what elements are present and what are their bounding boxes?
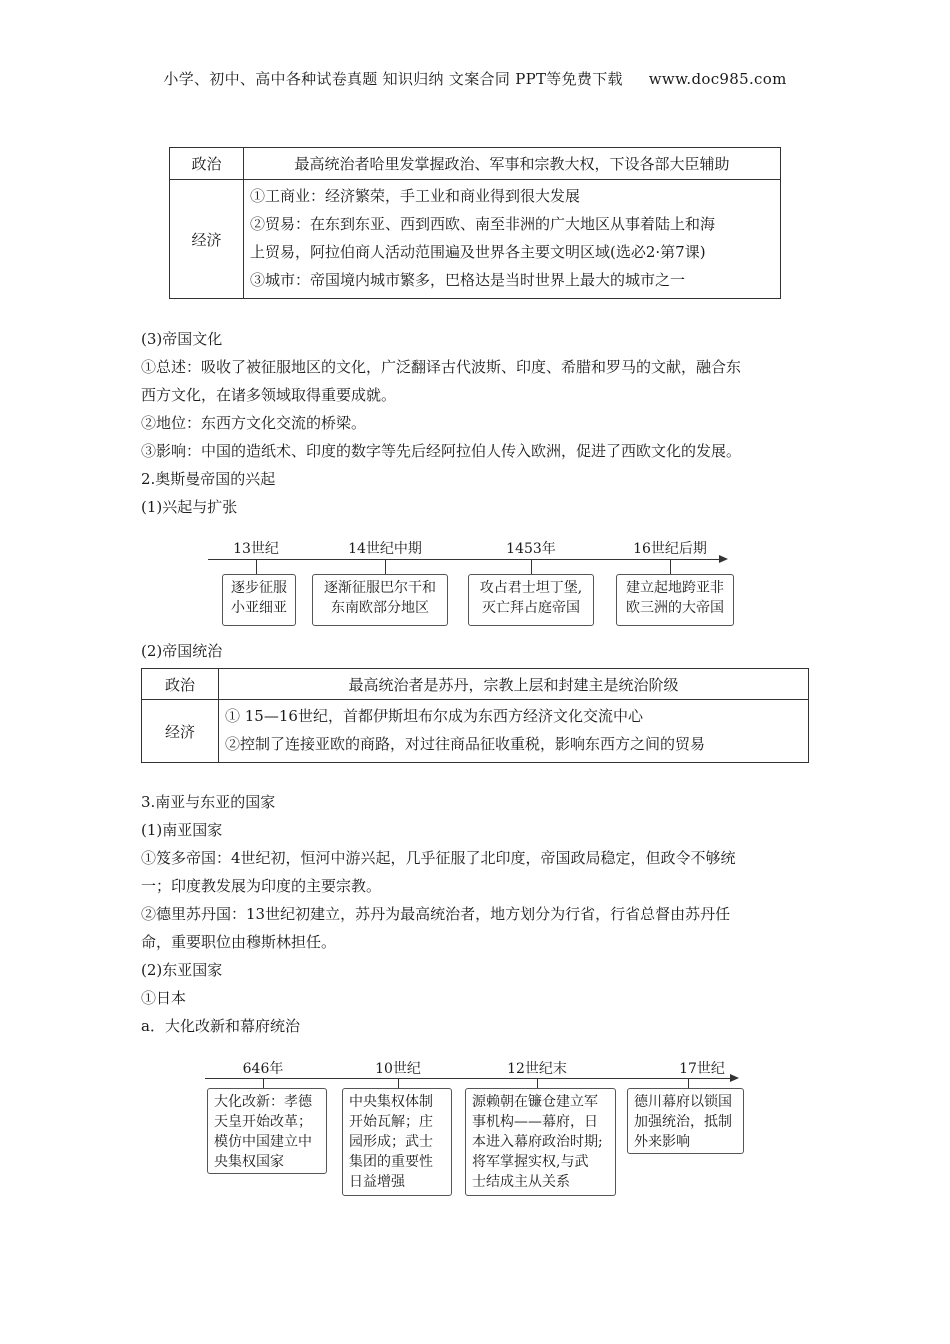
timeline-label: 12世纪末 (507, 1061, 567, 1077)
row-value: 最高统治者是苏丹，宗教上层和封建主是统治阶级 (219, 669, 809, 700)
table-row (142, 700, 809, 763)
timeline-event (342, 1088, 452, 1196)
timeline-arrow-icon (719, 555, 728, 563)
timeline-tick (256, 560, 257, 574)
row-line: ① 15—16世纪，首都伊斯坦布尔成为东西方经济文化交流中心 (225, 707, 643, 725)
event-line: 园形成；武士 (349, 1134, 433, 1150)
section-heading: 2.奥斯曼帝国的兴起 (141, 470, 276, 488)
timeline-label: 17世纪 (679, 1061, 725, 1077)
row-key: 政治 (142, 669, 219, 700)
section-heading: (3)帝国文化 (141, 330, 223, 348)
timeline-tick (531, 560, 532, 574)
paragraph-line: 命，重要职位由穆斯林担任。 (141, 933, 337, 951)
row-key: 政治 (170, 148, 244, 180)
section-subheading: ①日本 (141, 989, 187, 1007)
row-key: 经济 (142, 700, 219, 763)
section-subheading: (2)东亚国家 (141, 961, 223, 979)
event-line: 欧三洲的大帝国 (626, 600, 724, 616)
timeline-tick (398, 1079, 399, 1088)
ottoman-rule-heading (141, 637, 811, 665)
event-line: 攻占君士坦丁堡, (479, 580, 583, 596)
page-header (0, 68, 950, 89)
header-site: www.doc985.com (648, 70, 787, 88)
timeline-event (616, 574, 734, 626)
event-line: 将军掌握实权,与武 (472, 1154, 589, 1170)
event-line: 中央集权体制 (349, 1094, 433, 1110)
event-line: 小亚细亚 (231, 600, 287, 616)
timeline-tick (263, 1079, 264, 1088)
timeline-tick (688, 1079, 689, 1088)
table-row (142, 669, 809, 700)
timeline-label: 646年 (242, 1061, 284, 1077)
event-line: 建立起地跨亚非 (626, 580, 724, 596)
row-value (244, 180, 781, 299)
paragraph-line: 一；印度教发展为印度的主要宗教。 (141, 877, 382, 895)
timeline-tick (537, 1079, 538, 1088)
row-line: ③城市：帝国境内城市繁多，巴格达是当时世界上最大的城市之一 (250, 271, 686, 289)
paragraph-line: ③影响：中国的造纸术、印度的数字等先后经阿拉伯人传入欧洲，促进了西欧文化的发展。 (141, 442, 742, 460)
section-subheading: (2)帝国统治 (141, 642, 223, 660)
timeline-event (222, 574, 296, 626)
event-line: 灭亡拜占庭帝国 (482, 600, 580, 616)
event-line: 模仿中国建立中 (214, 1134, 312, 1150)
event-line: 本进入幕府政治时期; (472, 1134, 603, 1150)
event-line: 事机构——幕府，日 (472, 1114, 598, 1130)
section-subheading: (1)兴起与扩张 (141, 498, 238, 516)
paragraph-line: ①笈多帝国：4世纪初，恒河中游兴起，几乎征服了北印度，帝国政局稳定，但政令不够统 (141, 849, 736, 867)
timeline-event (465, 1088, 616, 1196)
culture-section (141, 325, 811, 521)
event-line: 东南欧部分地区 (331, 600, 429, 616)
row-value (219, 700, 809, 763)
event-line: 士结成主从关系 (472, 1174, 570, 1190)
paragraph-line: ②德里苏丹国：13世纪初建立，苏丹为最高统治者，地方划分为行省，行省总督由苏丹任 (141, 905, 731, 923)
paragraph-line: ①总述：吸收了被征服地区的文化，广泛翻译古代波斯、印度、希腊和罗马的文献，融合东 (141, 358, 742, 376)
event-line: 加强统治，抵制 (634, 1114, 732, 1130)
timeline-arrow-icon (730, 1074, 739, 1082)
timeline-label: 1453年 (506, 541, 556, 557)
table-row (170, 180, 781, 299)
row-key: 经济 (170, 180, 244, 299)
row-line: ②贸易：在东到东亚、西到西欧、南至非洲的广大地区从事着陆上和海 (250, 215, 716, 233)
event-line: 开始瓦解；庄 (349, 1114, 433, 1130)
paragraph-line: 西方文化，在诸多领域取得重要成就。 (141, 386, 397, 404)
section-heading: 3.南亚与东亚的国家 (141, 793, 276, 811)
arab-empire-table (169, 147, 781, 299)
row-line: ②控制了连接亚欧的商路，对过往商品征收重税，影响东西方之间的贸易 (225, 735, 706, 753)
asia-section (141, 788, 811, 1040)
event-line: 日益增强 (349, 1174, 405, 1190)
event-line: 天皇开始改革； (214, 1114, 312, 1130)
timeline-tick (385, 560, 386, 574)
event-line: 逐步征服 (231, 580, 287, 596)
event-line: 央集权国家 (214, 1154, 284, 1170)
timeline-label: 16世纪后期 (633, 541, 707, 557)
event-line: 外来影响 (634, 1134, 690, 1150)
timeline-axis (208, 559, 720, 560)
timeline-label: 10世纪 (375, 1061, 421, 1077)
row-line: 上贸易，阿拉伯商人活动范围遍及世界各主要文明区域(选必2·第7课) (250, 243, 706, 261)
row-value: 最高统治者哈里发掌握政治、军事和宗教大权，下设各部大臣辅助 (244, 148, 781, 180)
row-line: ①工商业：经济繁荣，手工业和商业得到很大发展 (250, 187, 581, 205)
timeline-label: 14世纪中期 (348, 541, 422, 557)
event-line: 源赖朝在镰仓建立军 (472, 1094, 598, 1110)
timeline-axis (205, 1078, 731, 1079)
timeline-event (468, 574, 594, 626)
header-slogan: 小学、初中、高中各种试卷真题 知识归纳 文案合同 PPT等免费下载 (163, 70, 623, 88)
timeline-event (627, 1088, 744, 1154)
section-subheading: a．大化改新和幕府统治 (141, 1017, 300, 1035)
timeline-event (312, 574, 448, 626)
event-line: 德川幕府以锁国 (634, 1094, 732, 1110)
event-line: 逐渐征服巴尔干和 (324, 580, 436, 596)
event-line: 大化改新：孝德 (214, 1094, 312, 1110)
paragraph-line: ②地位：东西方文化交流的桥梁。 (141, 414, 367, 432)
timeline-event (207, 1088, 327, 1174)
ottoman-rule-table (141, 668, 809, 763)
event-line: 集团的重要性 (349, 1154, 433, 1170)
section-subheading: (1)南亚国家 (141, 821, 223, 839)
timeline-label: 13世纪 (233, 541, 279, 557)
table-row (170, 148, 781, 180)
timeline-tick (670, 560, 671, 574)
